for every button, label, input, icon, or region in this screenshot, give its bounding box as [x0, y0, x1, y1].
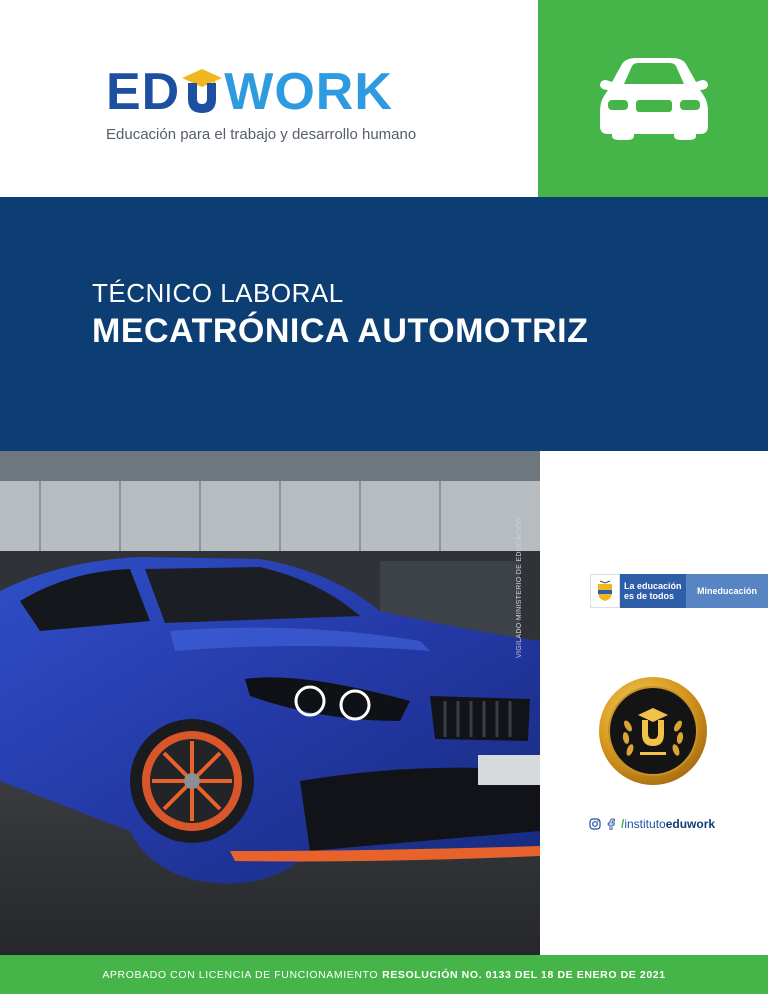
instagram-icon[interactable] [589, 818, 601, 830]
mineducacion-label: Mineducación [686, 574, 768, 608]
mineducacion-badge [590, 574, 768, 608]
logo-right-text: WORK [224, 63, 393, 121]
car-tile [538, 0, 768, 197]
social-handle[interactable] [621, 817, 715, 831]
mineducacion-slogan [620, 574, 686, 608]
footer-resolution: RESOLUCIÓN NO. 0133 DEL 18 DE ENERO DE 2021 [382, 968, 666, 981]
facebook-icon[interactable] [606, 818, 616, 830]
colombia-shield-icon [590, 574, 620, 608]
logo-left-text: ED [106, 63, 181, 121]
footer-bar [0, 955, 768, 994]
handle-slash: / [621, 817, 625, 831]
handle-bold: eduwork [665, 817, 716, 831]
mineducacion-line2: es de todos [624, 591, 675, 601]
program-subtitle: TÉCNICO LABORAL [92, 278, 344, 308]
car-front-icon [538, 0, 768, 197]
ministry-note-text: VIGILADO MINISTERIO DE EDUCACIÓN [516, 516, 523, 658]
gold-seal-icon [598, 676, 708, 786]
mineducacion-line1: La educación [624, 581, 682, 591]
graduation-gear-icon [182, 68, 222, 114]
footer-text: APROBADO CON LICENCIA DE FUNCIONAMIENTO [102, 968, 379, 981]
logo-tagline: Educación para el trabajo y desarrollo humano [106, 126, 417, 143]
handle-prefix: instituto [624, 817, 666, 831]
car-photo [0, 451, 540, 955]
program-title: MECATRÓNICA AUTOMOTRIZ [92, 312, 589, 350]
eduwork-logo [106, 62, 393, 122]
ministry-vertical-note [506, 516, 523, 658]
social-handles [589, 816, 715, 832]
